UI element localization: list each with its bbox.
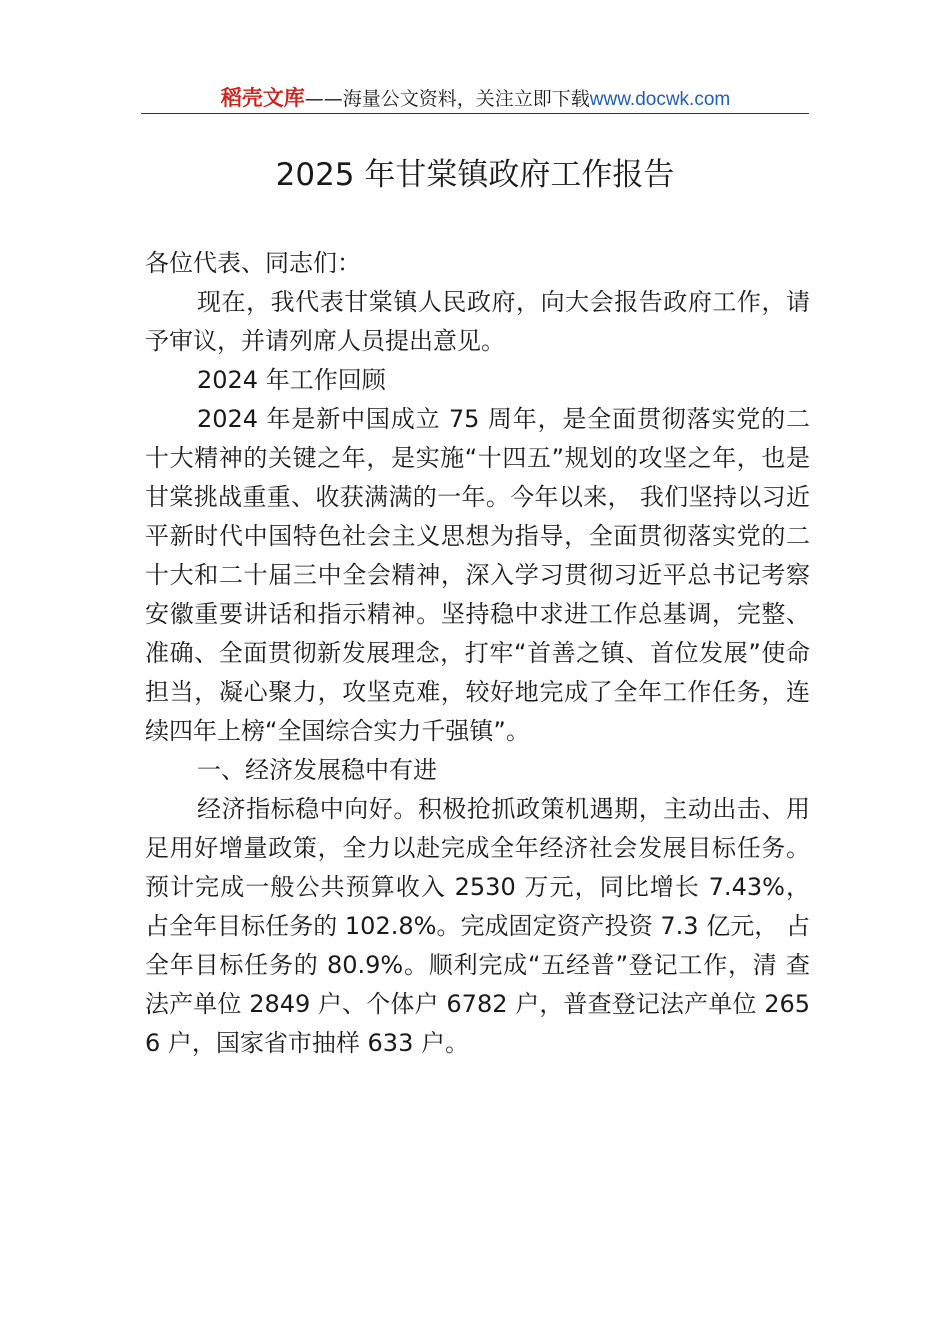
document-title: 2025 年甘棠镇政府工作报告 <box>275 157 675 193</box>
section-heading-economy: 一、经济发展稳中有进 <box>197 756 437 784</box>
greeting-line: 各位代表、同志们： <box>145 249 361 277</box>
economy-paragraph: 经济指标稳中向好。积极抢抓政策机遇期，主动出击、用足用好增量政策，全力以赴完成全年经济社会发展目标任务。预计完成一般公共预算收入 2530 万元，同比增长 7.43%， 占全年目标任务的 102.8%。完成固定资产投资 7.3 亿元， 占 全年目标任务的 80.9%。顺利完成“五经普”登记工作，清 查法产单位 2849 户、个体户 6782 户，普查登记法产单位 2656 户，国家省市抽样 633 户。 <box>145 795 810 1057</box>
header-divider <box>141 113 809 114</box>
header-slogan: ——海量公文资料，关注立即下载 <box>304 88 590 110</box>
intro-paragraph: 现在，我代表甘棠镇人民政府，向大会报告政府工作，请予审议，并请列席人员提出意见。 <box>145 288 810 355</box>
section-heading-review: 2024 年工作回顾 <box>197 366 386 394</box>
site-header <box>143 84 808 112</box>
brand-logo-text: 稻壳文库 <box>220 86 305 110</box>
review-paragraph: 2024 年是新中国成立 75 周年，是全面贯彻落实党的二十大精神的关键之年，是实施“十四五”规划的攻坚之年，也是甘棠挑战重重、收获满满的一年。今年以来， 我们坚持以习近平新时代中国特色社会主义思想为指导，全面贯彻落实党的二十大和二十届三中全会精神，深入学习贯彻习近平总书记考察安徽重要讲话和指示精神。坚持稳中求进工作总基调，完整、准确、全面贯彻新发展理念，打牢“首善之镇、首位发展”使命担当，凝心聚力，攻坚克难，较好地完成了全年工作任务，连续四年上榜“全国综合实力千强镇”。 <box>145 405 810 745</box>
document-body <box>145 244 810 1063</box>
header-url-link[interactable]: www.docwk.com <box>589 89 731 110</box>
